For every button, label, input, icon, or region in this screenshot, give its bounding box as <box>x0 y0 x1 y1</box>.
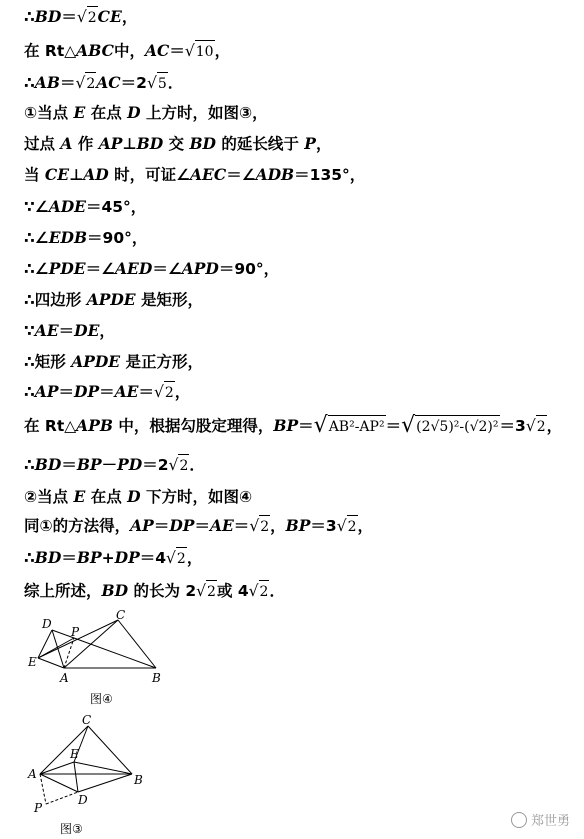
seg-ap-dashed <box>40 774 46 804</box>
figure-4 <box>20 610 170 690</box>
line-11: ∵AE＝DE， <box>24 321 115 340</box>
label-c: C <box>82 713 92 727</box>
figure-3 <box>20 712 170 822</box>
line-8: ∴∠EDB＝90°， <box>24 228 148 247</box>
seg-ed <box>74 762 78 792</box>
line-2: 在 Rt△ABC中，AC＝ √ 10 ， <box>24 40 230 63</box>
seg-bd <box>78 774 132 792</box>
line-3: ∴AB＝ √ 2 AC＝2 √ 5 ． <box>24 72 183 95</box>
figure-4-caption: 图④ <box>90 692 113 706</box>
label-d: D <box>42 617 52 631</box>
line-1: ∴BD＝ √ 2 CE， <box>24 6 137 29</box>
seg-ae <box>40 762 74 774</box>
label-b: B <box>152 671 161 685</box>
line-4: ①当点 E 在点 D 上方时，如图③， <box>24 103 268 122</box>
watermark-text: 郑世勇 <box>530 814 570 829</box>
label-b: B <box>134 773 143 787</box>
wechat-icon <box>511 812 527 828</box>
line-13: ∴AP＝DP＝AE＝ √ 2 ， <box>24 381 190 404</box>
line-6: 当 CE⊥AD 时，可证∠AEC＝∠ADB＝135°， <box>24 165 366 184</box>
line-5: 过点 A 作 AP⊥BD 交 BD 的延长线于 P， <box>24 134 332 153</box>
line-16: ②当点 E 在点 D 下方时，如图④ <box>24 487 253 506</box>
line-15: ∴BD＝BP－PD＝2 √ 2 ． <box>24 454 205 477</box>
line-10: ∴四边形 APDE 是矩形， <box>24 290 204 309</box>
label-p: P <box>34 801 43 815</box>
line-18: ∴BD＝BP+DP＝4 √ 2 ， <box>24 547 202 570</box>
line-7: ∵∠ADE＝45°， <box>24 197 147 216</box>
line-14: 在 Rt△APB 中，根据勾股定理得，BP＝ √ AB²-AP² ＝ √ (2√5)²-(√2)² ＝3 √ 2 ， <box>24 413 563 438</box>
watermark <box>511 810 570 829</box>
seg-ea <box>38 658 64 668</box>
seg-ac <box>40 726 88 774</box>
seg-cb <box>88 726 132 774</box>
label-e: E <box>28 655 37 669</box>
line-19: 综上所述，BD 的长为 2 √ 2 或 4 √ 2 ． <box>24 580 285 603</box>
label-p: P <box>71 625 80 639</box>
line-9: ∴∠PDE＝∠AED＝∠APD＝90°， <box>24 259 280 278</box>
label-d: D <box>78 793 88 807</box>
label-a: A <box>60 671 69 685</box>
label-e: E <box>70 747 79 761</box>
line-17: 同①的方法得，AP＝DP＝AE＝ √ 2 ，BP＝3 √ 2 ， <box>24 515 373 538</box>
seg-ad <box>40 774 78 792</box>
seg-pd-dashed <box>46 792 78 804</box>
label-a: A <box>28 767 37 781</box>
line-12: ∴矩形 APDE 是正方形， <box>24 352 204 371</box>
label-c: C <box>116 610 126 622</box>
figure-3-caption: 图③ <box>60 822 83 836</box>
